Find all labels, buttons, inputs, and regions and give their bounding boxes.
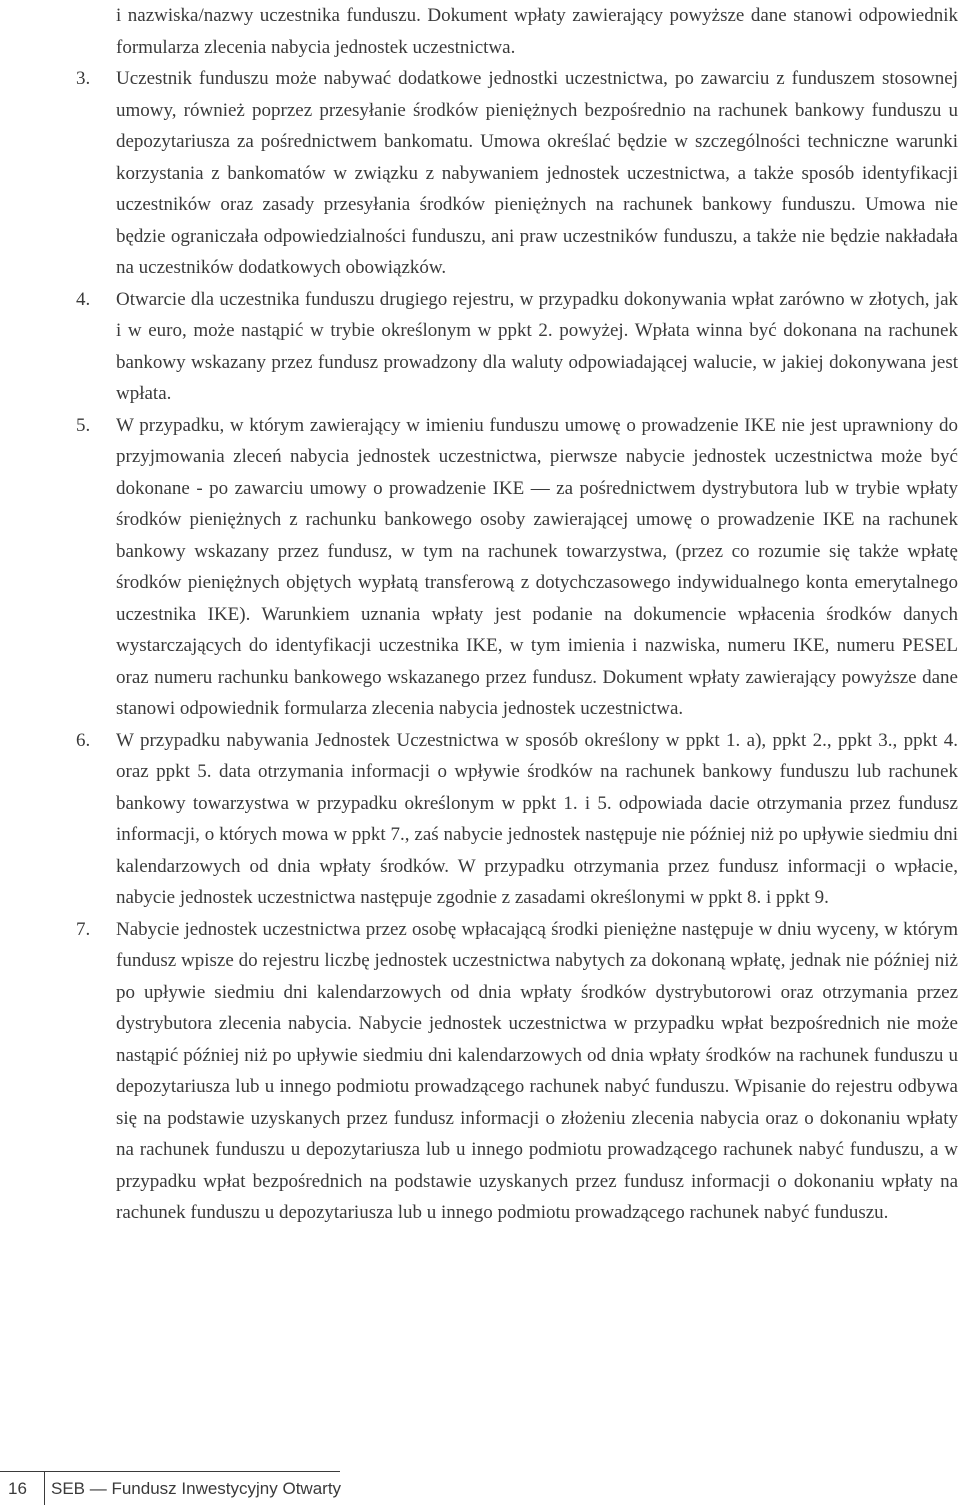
item-text: Nabycie jednostek uczestnictwa przez osobę wpłacającą środki pieniężne następuje w dniu wyceny, w którym fundusz wpisze do rejestru liczbę jednostek uczestnictwa nabytych za dokonaną wpłatę, jednak nie później niż po upływie siedmiu dni kalendarzowych od dnia wpłaty środków dystrybutorowi oraz otrzymania przez dystrybutora zlecenia nabycia. Nabycie jednostek uczestnictwa w przypadku wpłat bezpośrednich nie może nastąpić później niż po upływie siedmiu dni kalendarzowych od dnia wpłaty środków na rachunek funduszu u depozytariusza lub u innego podmiotu prowadzącego rachunek nabyć funduszu. Wpisanie do rejestru odbywa się na podstawie uzyskanych przez fundusz informacji o złożeniu zlecenia nabycia oraz o dokonaniu wpłaty na rachunek funduszu u depozytariusza lub u innego podmiotu prowadzącego rachunek nabyć funduszu, a w przypadku wpłat bezpośrednich na podstawie uzyskanych przez fundusz informacji o dokonaniu wpłaty na rachunek funduszu u depozytariusza lub u innego podmiotu prowadzącego rachunek nabyć funduszu. bbox=[116, 918, 958, 1223]
item-text: Otwarcie dla uczestnika funduszu drugiego rejestru, w przypadku dokonywania wpłat zarówno w złotych, jak i w euro, może nastąpić w trybie określonym w ppkt 2. powyżej. Wpłata winna być dokonana na rachunek bankowy wskazany przez fundusz prowadzony dla waluty odpowiadającej walucie, w jakiej dokonywana jest wpłata. bbox=[116, 288, 958, 404]
list-item bbox=[76, 284, 958, 410]
item-text: W przypadku, w którym zawierający w imieniu funduszu umowę o prowadzenie IKE nie jest uprawniony do przyjmowania zleceń nabycia jednostek uczestnictwa, pierwsze nabycie jednostek uczestnictwa może być dokonane - po zawarciu umowy o prowadzenie IKE — za pośrednictwem dystrybutora lub w trybie wpłaty środków pieniężnych z rachunku bankowego osoby zawierającej umowę o prowadzenie IKE na rachunek bankowy wskazany przez fundusz, w tym na rachunek towarzystwa, (przez co rozumie się także wpłatę środków pieniężnych objętych wypłatą transferową z dotychczasowego indywidualnego konta emerytalnego uczestnika IKE). Warunkiem uznania wpłaty jest podanie na dokumencie wpłacenia środków danych wystarczających do identyfikacji uczestnika IKE, w tym imienia i nazwiska, numeru IKE, numeru PESEL oraz numeru rachunku bankowego wskazanego przez fundusz. Dokument wpłaty zawierający powyższe dane stanowi odpowiednik formularza zlecenia nabycia jednostek uczestnictwa. bbox=[116, 414, 958, 719]
item-number: 7. bbox=[76, 918, 91, 940]
continuation-paragraph bbox=[116, 0, 958, 63]
paragraph-text: i nazwiska/nazwy uczestnika funduszu. Dokument wpłaty zawierający powyższe dane stanowi odpowiednik formularza zlecenia nabycia jednostek uczestnictwa. bbox=[116, 5, 958, 58]
list-item bbox=[76, 410, 958, 725]
list-item bbox=[76, 63, 958, 284]
footer-divider bbox=[0, 1471, 340, 1472]
item-number: 6. bbox=[76, 729, 91, 751]
list-item bbox=[76, 725, 958, 914]
footer-title: SEB — Fundusz Inwestycyjny Otwarty bbox=[51, 1479, 342, 1498]
item-text: Uczestnik funduszu może nabywać dodatkowe jednostki uczestnictwa, po zawarciu z funduszem stosownej umowy, również poprzez przesyłanie środków pieniężnych bezpośrednio na rachunek bankowy funduszu u depozytariusza za pośrednictwem bankomatu. Umowa określać będzie w szczególności techniczne warunki korzystania z bankomatów w związku z nabywaniem jednostek uczestnictwa, a także sposób identyfikacji uczestników oraz zasady przesyłania środków pieniężnych na rachunek bankowy funduszu. Umowa nie będzie ograniczała odpowiedzialności funduszu, ani praw uczestników funduszu, a także nie będzie nakładała na uczestników dodatkowych obowiązków. bbox=[116, 68, 958, 278]
item-number: 5. bbox=[76, 414, 91, 436]
item-text: W przypadku nabywania Jednostek Uczestnictwa w sposób określony w ppkt 1. a), ppkt 2., ppkt 3., ppkt 4. oraz ppkt 5. data otrzymania informacji o wpływie środków na rachunek bankowy funduszu lub rachunek bankowy towarzystwa w przypadku określonym w ppkt 1. i 5. odpowiada dacie otrzymania przez fundusz informacji, o których mowa w ppkt 7., zaś nabycie jednostek następuje nie później niż po upływie siedmiu dni kalendarzowych od dnia wpłaty środków. W przypadku otrzymania przez fundusz informacji o wpłacie, nabycie jednostek uczestnictwa następuje zgodnie z zasadami określonymi w ppkt 8. i ppkt 9. bbox=[116, 729, 958, 908]
page-footer bbox=[0, 1471, 345, 1505]
list-item bbox=[76, 914, 958, 1229]
page-number: 16 bbox=[8, 1479, 27, 1498]
item-number: 3. bbox=[76, 68, 91, 89]
item-number: 4. bbox=[76, 288, 91, 310]
footer-separator bbox=[44, 1471, 45, 1505]
